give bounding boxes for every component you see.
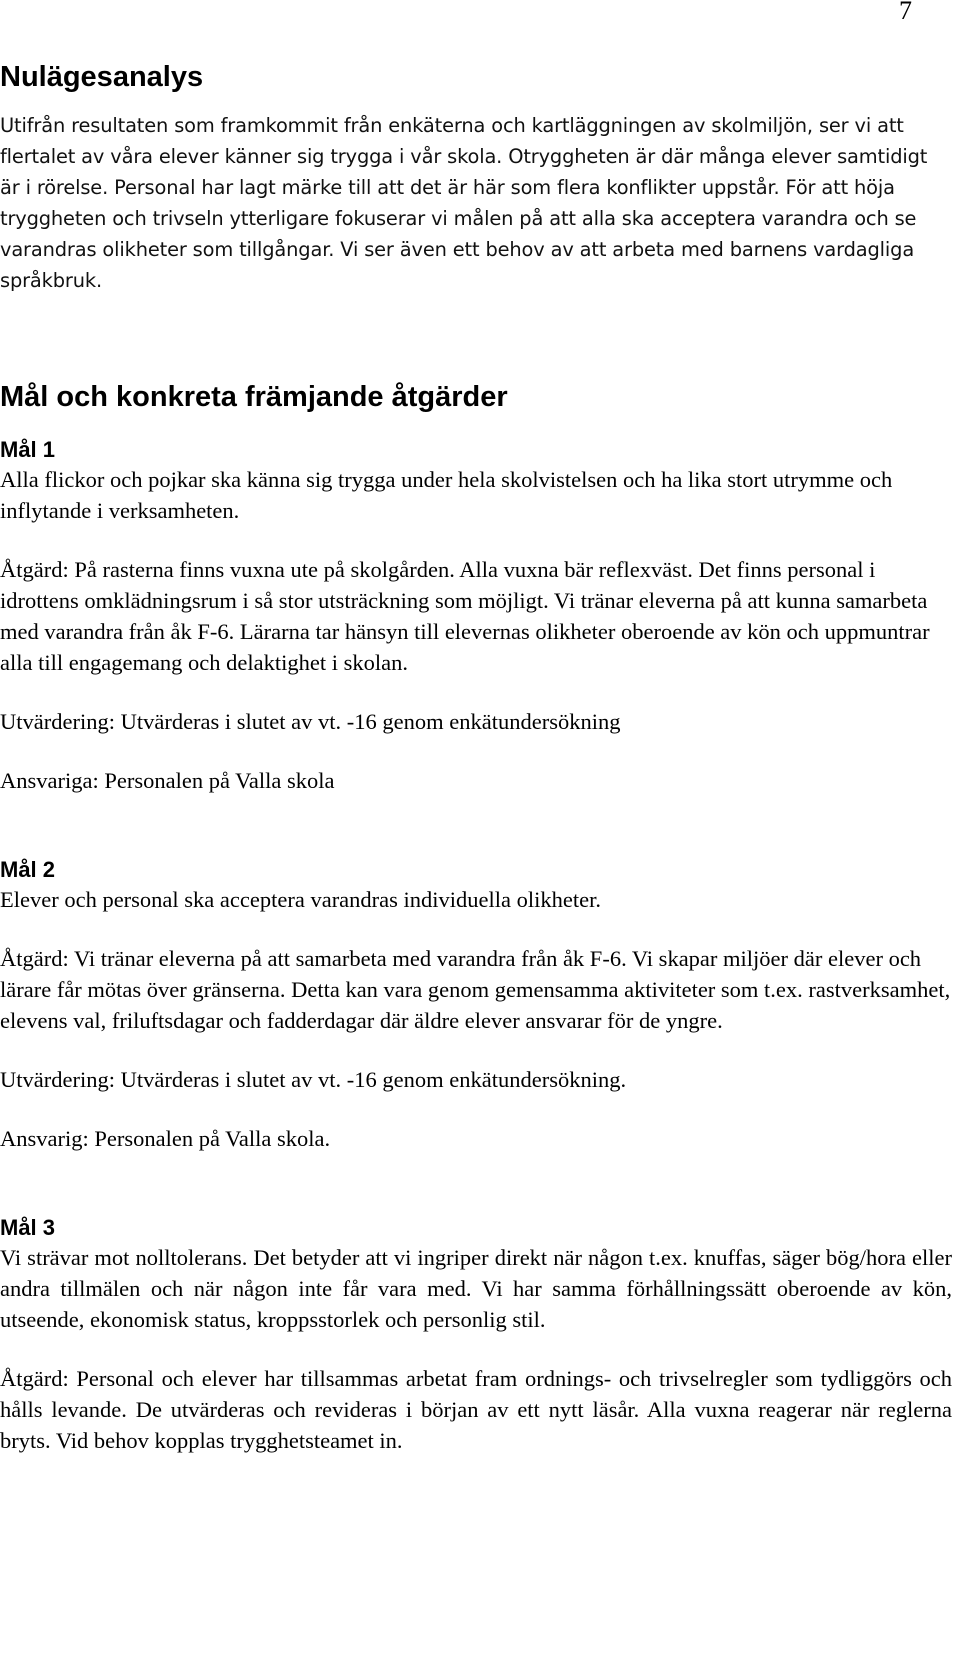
spacer (0, 1036, 952, 1064)
goal-3-title: Mål 3 (0, 1215, 56, 1240)
goal-1-evaluation: Utvärdering: Utvärderas i slutet av vt. -16 genom enkätundersökning (0, 709, 621, 734)
goal-1-responsible: Ansvariga: Personalen på Valla skola (0, 768, 335, 793)
spacer (0, 915, 952, 943)
goal-2-evaluation: Utvärdering: Utvärderas i slutet av vt. -16 genom enkätundersökning. (0, 1067, 627, 1092)
spacer (0, 678, 952, 706)
goal-3-action: Åtgärd: Personal och elever har tillsammas arbetat fram ordnings- och trivselregler som tydliggörs och hålls levande. De utvärderas och revideras i början av ett nytt läsår. Alla vuxna reagerar när reglerna bryts. Vid behov kopplas trygghetsteamet in. (0, 1366, 952, 1453)
nulage-paragraph: Utifrån resultaten som framkommit från enkäterna och kartläggningen av skolmiljön, ser vi att flertalet av våra elever känner sig trygga i vår skola. Otryggheten är där många elever samtidigt är i rörelse. Personal har lagt märke till att det är här som flera konflikter uppstår. För att höja tryggheten och trivseln ytterligare fokuserar vi målen på att alla ska acceptera varandra och se varandras olikheter som tillgångar. Vi ser även ett behov av att arbeta med barnens vardagliga språkbruk. (0, 114, 928, 292)
goal-2-description: Elever och personal ska acceptera varandras individuella olikheter. (0, 887, 601, 912)
page-content (0, 60, 952, 1456)
goal-2-title: Mål 2 (0, 857, 56, 882)
spacer (0, 737, 952, 765)
goal-2-action: Åtgärd: Vi tränar eleverna på att samarbeta med varandra från åk F-6. Vi skapar miljöer där elever och lärare får mötas över gränserna. Detta kan vara genom gemensamma aktiviteter som t.ex. rastverksamhet, elevens val, friluftsdagar och fadderdagar där äldre elever ansvarar för de yngre. (0, 946, 951, 1033)
page-number: 7 (899, 0, 912, 25)
spacer (0, 526, 952, 554)
goal-1-title: Mål 1 (0, 437, 56, 462)
goal-1-action: Åtgärd: På rasterna finns vuxna ute på skolgården. Alla vuxna bär reflexväst. Det finns personal i idrottens omklädningsrum i så stor utsträckning som möjligt. Vi tränar eleverna på att kunna samarbeta med varandra från åk F-6. Lärarna tar hänsyn till elevernas olikheter oberoende av kön och uppmuntrar alla till engagemang och delaktighet i skolan. (0, 557, 930, 675)
spacer (0, 296, 952, 380)
spacer (0, 1335, 952, 1363)
spacer (0, 796, 952, 856)
goal-2-responsible: Ansvarig: Personalen på Valla skola. (0, 1126, 331, 1151)
heading-goals-actions: Mål och konkreta främjande åtgärder (0, 381, 508, 413)
spacer (0, 1095, 952, 1123)
spacer (0, 1154, 952, 1214)
heading-nulagesanalys: Nulägesanalys (0, 61, 204, 93)
goal-3-description: Vi strävar mot nolltolerans. Det betyder att vi ingriper direkt när någon t.ex. knuffas, säger bög/hora eller andra tillmälen och när någon inte får vara med. Vi har samma förhållningssätt oberoende av kön, utseende, ekonomisk status, kroppsstorlek och personlig stil. (0, 1245, 952, 1332)
goal-1-description: Alla flickor och pojkar ska känna sig trygga under hela skolvistelsen och ha lika stort utrymme och inflytande i verksamheten. (0, 467, 893, 523)
